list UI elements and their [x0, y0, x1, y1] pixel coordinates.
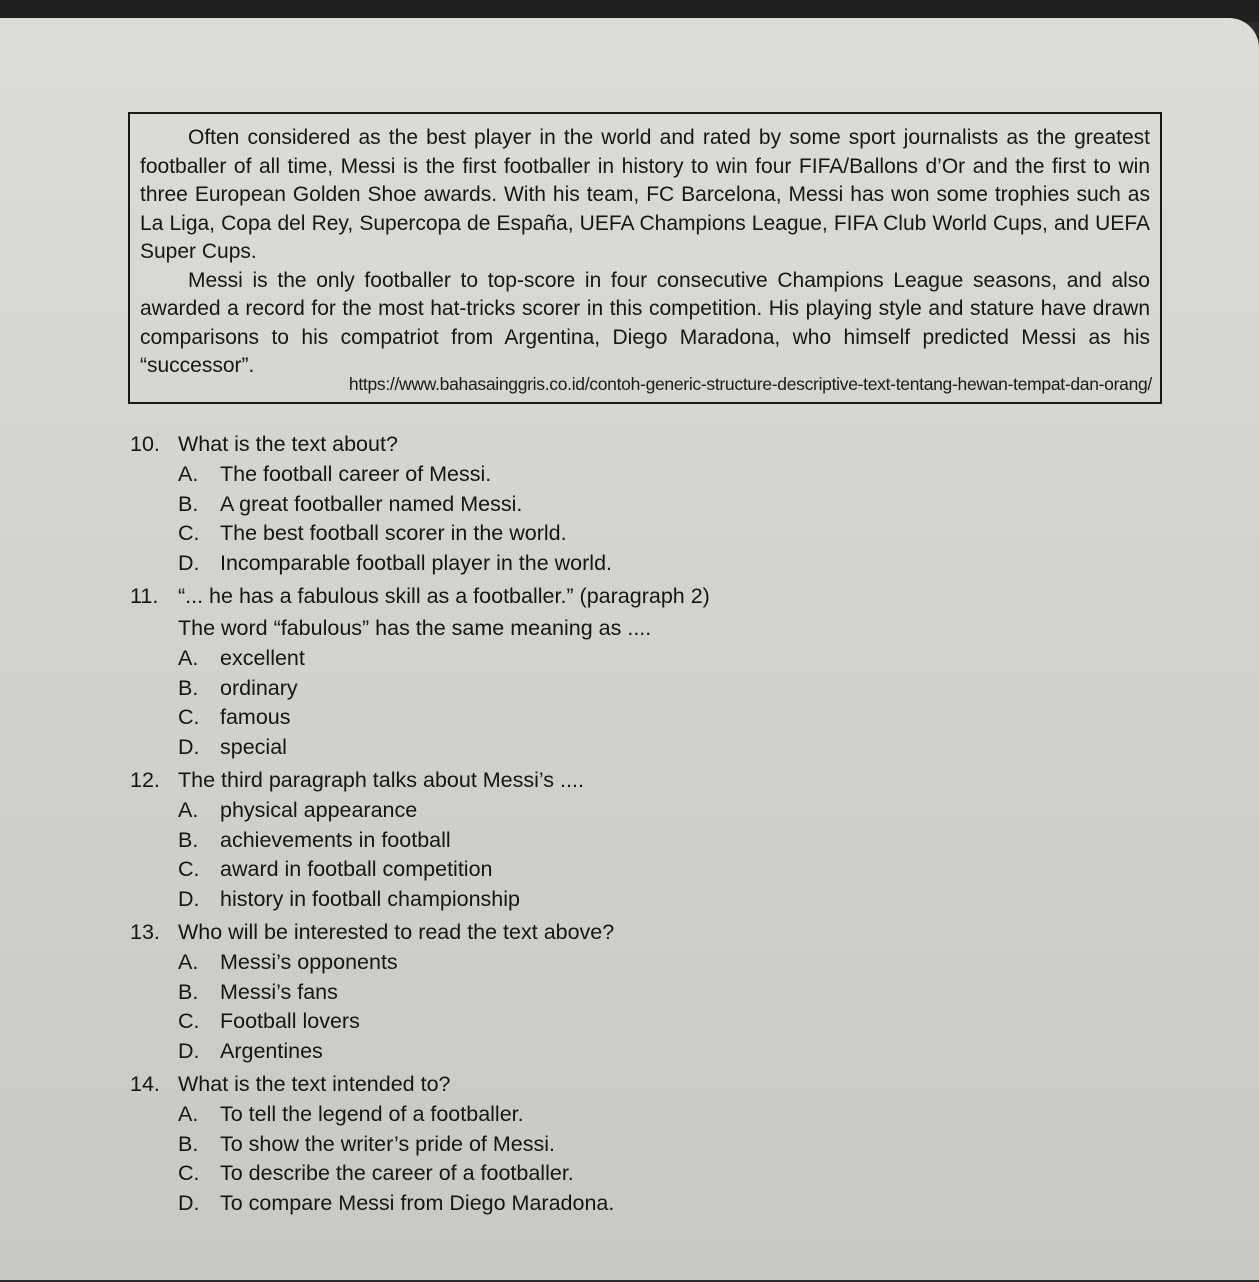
- answer-option: [130, 1007, 1130, 1037]
- option-letter: B.: [178, 979, 199, 1004]
- option-letter: D.: [178, 734, 200, 759]
- option-letter: A.: [178, 798, 199, 823]
- option-letter: D.: [178, 1190, 200, 1215]
- answer-option: [130, 885, 1130, 915]
- option-text: To show the writer’s pride of Messi.: [220, 1131, 555, 1156]
- question-item: [130, 428, 1130, 578]
- option-letter: B.: [178, 827, 199, 852]
- question-stem: [130, 916, 1130, 948]
- question-item: [130, 764, 1130, 914]
- question-stem: [130, 764, 1130, 796]
- option-letter: B.: [178, 1131, 199, 1156]
- answer-option: [130, 1189, 1130, 1219]
- question-subtext: The word “fabulous” has the same meaning as ....: [178, 615, 652, 640]
- answer-option: [130, 1159, 1130, 1189]
- option-letter: D.: [178, 886, 200, 911]
- option-text: The best football scorer in the world.: [220, 521, 567, 546]
- answer-option: [130, 733, 1130, 763]
- answer-option: [130, 826, 1130, 856]
- answer-option: [130, 549, 1130, 579]
- passage-paragraph-2: Messi is the only footballer to top-score in four consecutive Champions League seasons, and also awarded a record for the most hat-tricks scorer in this competition. His playing style and stature have drawn comparisons to his compatriot from Argentina, Diego Maradona, who himself predicted Messi as his “successor”.: [140, 268, 1150, 377]
- question-item: [130, 1068, 1130, 1218]
- option-text: famous: [220, 705, 291, 730]
- option-text: Messi’s opponents: [220, 950, 398, 975]
- answer-option: [130, 1037, 1130, 1067]
- option-text: Argentines: [220, 1038, 323, 1063]
- question-item: [130, 580, 1130, 762]
- option-text: A great footballer named Messi.: [220, 491, 523, 516]
- option-letter: A.: [178, 1102, 199, 1127]
- option-letter: B.: [178, 675, 199, 700]
- option-text: To compare Messi from Diego Maradona.: [220, 1190, 615, 1215]
- answer-option: [130, 796, 1130, 826]
- answer-option: [130, 948, 1130, 978]
- question-stem: [130, 428, 1130, 460]
- question-number: 10.: [130, 431, 160, 456]
- answer-option: [130, 1130, 1130, 1160]
- option-text: Football lovers: [220, 1009, 360, 1034]
- answer-option: [130, 490, 1130, 520]
- option-text: To describe the career of a footballer.: [220, 1161, 574, 1186]
- question-text: Who will be interested to read the text above?: [178, 919, 615, 944]
- option-text: history in football championship: [220, 886, 520, 911]
- question-item: [130, 916, 1130, 1066]
- question-number: 12.: [130, 767, 160, 792]
- option-letter: C.: [178, 521, 200, 546]
- option-text: Messi’s fans: [220, 979, 338, 1004]
- question-text: “... he has a fabulous skill as a footballer.” (paragraph 2): [178, 583, 710, 608]
- option-text: achievements in football: [220, 827, 451, 852]
- option-letter: D.: [178, 550, 200, 575]
- answer-option: [130, 519, 1130, 549]
- option-letter: D.: [178, 1038, 200, 1063]
- question-number: 14.: [130, 1071, 160, 1096]
- option-text: ordinary: [220, 675, 298, 700]
- question-stem: [130, 580, 1130, 612]
- option-letter: C.: [178, 1161, 200, 1186]
- option-text: excellent: [220, 646, 305, 671]
- option-text: special: [220, 734, 287, 759]
- option-text: Incomparable football player in the world.: [220, 550, 612, 575]
- question-number: 13.: [130, 919, 160, 944]
- option-letter: A.: [178, 462, 199, 487]
- answer-option: [130, 703, 1130, 733]
- option-text: physical appearance: [220, 798, 418, 823]
- question-list: [130, 428, 1130, 1220]
- question-text: What is the text about?: [178, 431, 398, 456]
- option-text: To tell the legend of a footballer.: [220, 1102, 524, 1127]
- question-number: 11.: [130, 583, 159, 608]
- passage-paragraph-1: Often considered as the best player in the world and rated by some sport journalists as the greatest footballer of all time, Messi is the first footballer in history to win four FIFA/Ballons d’Or and the first to win three European Golden Shoe awards. With his team, FC Barcelona, Messi has won some trophies such as La Liga, Copa del Rey, Supercopa de España, UEFA Champions League, FIFA Club World Cups, and UEFA Super Cups.: [140, 126, 1150, 263]
- answer-option: [130, 644, 1130, 674]
- option-letter: C.: [178, 705, 200, 730]
- answer-option: [130, 1100, 1130, 1130]
- answer-option: [130, 855, 1130, 885]
- question-text: What is the text intended to?: [178, 1071, 451, 1096]
- option-letter: C.: [178, 1009, 200, 1034]
- reading-passage-box: [128, 112, 1162, 404]
- question-stem: [130, 1068, 1130, 1100]
- option-letter: B.: [178, 491, 199, 516]
- option-letter: A.: [178, 950, 199, 975]
- option-letter: A.: [178, 646, 199, 671]
- option-text: award in football competition: [220, 857, 493, 882]
- answer-option: [130, 978, 1130, 1008]
- option-letter: C.: [178, 857, 200, 882]
- passage-source-url: https://www.bahasainggris.co.id/contoh-generic-structure-descriptive-text-tentang-hewan-tempat-dan-orang/: [348, 373, 1152, 394]
- option-text: The football career of Messi.: [220, 462, 492, 487]
- question-text: The third paragraph talks about Messi’s ....: [178, 767, 584, 792]
- answer-option: [130, 674, 1130, 704]
- answer-option: [130, 460, 1130, 490]
